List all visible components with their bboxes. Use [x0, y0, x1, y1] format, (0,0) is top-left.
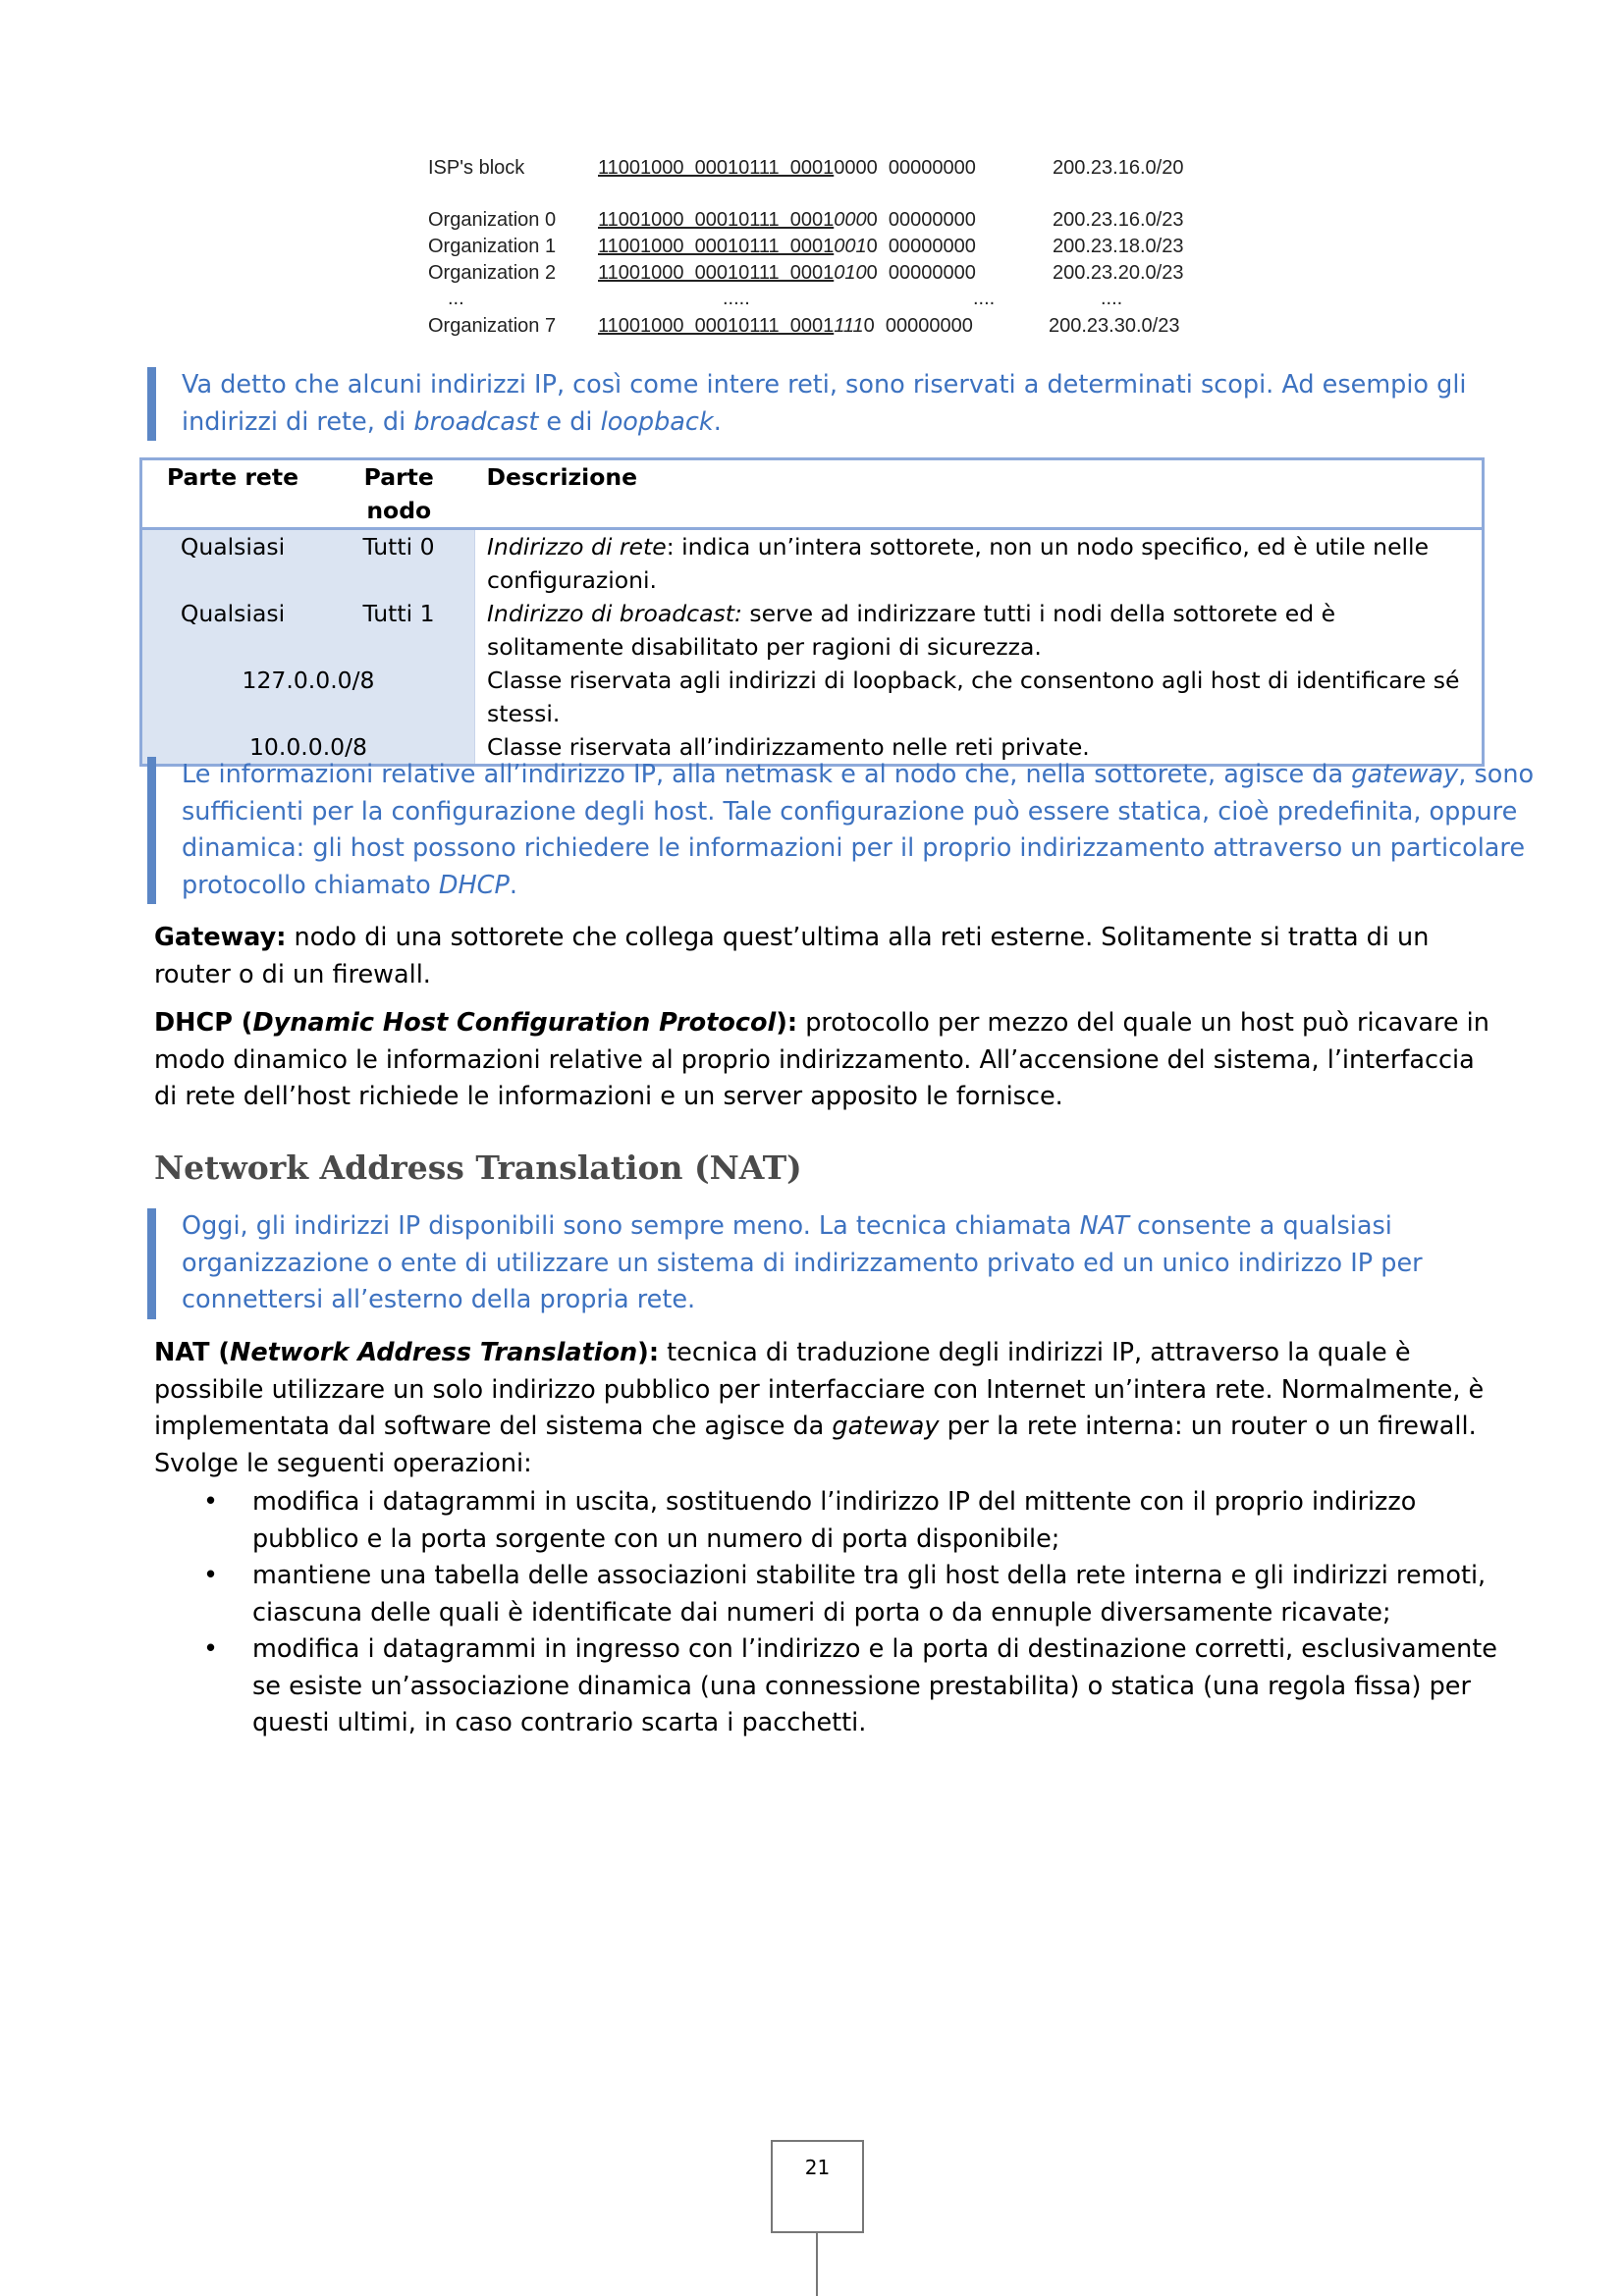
org-binary-rest: 0 00000000 [866, 262, 976, 284]
org-binary-prefix: 11001000 00010111 0001 [598, 262, 835, 284]
page-number-connector [816, 2233, 818, 2296]
definition-term: ): [637, 1338, 660, 1367]
cell-range: 127.0.0.0/8 [141, 664, 475, 730]
isp-binary [598, 157, 976, 180]
note-italic: broadcast [413, 406, 539, 437]
definition-term-italic: Dynamic Host Configuration Protocol [252, 1008, 777, 1038]
org-binary [598, 262, 976, 285]
reserved-addresses-table [139, 457, 1485, 767]
cell-nodo: Tutti 1 [323, 597, 475, 664]
org-binary [598, 209, 976, 232]
desc-italic: Indirizzo di rete [487, 533, 667, 561]
list-item [154, 1558, 1509, 1631]
table-row [141, 664, 1484, 730]
definition-term: Gateway: [154, 923, 287, 952]
page-number: 21 [771, 2140, 864, 2233]
note-text: Le informazioni relative all’indirizzo IP, alla netmask e al nodo che, nella sottorete, agisce da [182, 760, 1352, 789]
isp-network: 200.23.16.0/20 [1053, 157, 1184, 179]
org-binary-subnet: 111 [834, 315, 864, 337]
org-network: 200.23.16.0/23 [1053, 209, 1184, 231]
org-label: Organization 1 [428, 236, 557, 257]
org-binary-rest: 0 00000000 [866, 209, 976, 231]
cell-descrizione: Classe riservata agli indirizzi di loopback, che consentono agli host di identificare sé stessi. [475, 664, 1484, 730]
note-nat [147, 1208, 1537, 1319]
definition-text: nodo di una sottorete che collega quest’ultima alla reti esterne. Solitamente si tratta di un router o di un firewall. [154, 923, 1430, 989]
org-binary-rest: 0 00000000 [866, 236, 976, 257]
list-item [154, 1484, 1509, 1558]
list-item-text: mantiene una tabella delle associazioni stabilite tra gli host della rete interna e gli indirizzi remoti, ciascuna delle quali è identificate dai numeri di porta o da ennuple diversamente ricavate; [252, 1561, 1487, 1628]
ellipsis-network: .... [1101, 288, 1123, 309]
header-parte-rete: Parte rete [141, 459, 324, 529]
bullet-icon: • [203, 1487, 219, 1517]
org-network: 200.23.20.0/23 [1053, 262, 1184, 284]
definition-text: per la rete interna: un router o un firewall. Svolge le seguenti operazioni: [154, 1412, 1477, 1478]
definition-term: DHCP ( [154, 1008, 253, 1038]
org-binary-prefix: 11001000 00010111 0001 [598, 236, 835, 257]
cell-range: 10.0.0.0/8 [141, 730, 475, 766]
table-row [141, 597, 1484, 664]
note-italic: NAT [1079, 1211, 1129, 1241]
note-text: consente a qualsiasi organizzazione o ente di utilizzare un sistema di indirizzamento privato ed un unico indirizzo IP per connettersi all’esterno della propria rete. [182, 1211, 1423, 1314]
note-italic: DHCP [438, 870, 510, 900]
definition-text: protocollo per mezzo del quale un host può ricavare in modo dinamico le informazioni relative al proprio indirizzamento. All’accensione del sistema, l’interfaccia di rete dell’host richiede le informazioni e un server apposito le fornisce. [154, 1008, 1489, 1111]
org-network: 200.23.30.0/23 [1049, 315, 1180, 337]
org-binary-subnet: 001 [834, 236, 867, 257]
org-binary-subnet: 000 [834, 209, 867, 231]
isp-binary-prefix: 11001000 00010111 0001 [598, 157, 835, 179]
ellipsis-binary: ..... [723, 288, 750, 309]
definition-text: tecnica di traduzione degli indirizzi IP, attraverso la quale è possibile utilizzare un solo indirizzo pubblico per interfacciare con Internet un’intera rete. Normalmente, è implementata dal software del sistema che agisce da [154, 1338, 1485, 1441]
bullet-icon: • [203, 1561, 219, 1590]
cell-descrizione [475, 529, 1484, 598]
nat-operations-list [154, 1484, 1509, 1742]
cell-rete: Qualsiasi [141, 529, 324, 598]
header-parte-nodo: Parte nodo [323, 459, 475, 529]
bullet-icon: • [203, 1634, 219, 1664]
org-label: Organization 0 [428, 209, 557, 231]
org-binary [598, 315, 973, 338]
note-italic: loopback [600, 406, 714, 437]
header-descrizione: Descrizione [475, 459, 1484, 529]
cell-descrizione: Classe riservata all’indirizzamento nelle reti private. [475, 730, 1484, 766]
org-binary [598, 236, 976, 258]
definition-italic: gateway [832, 1412, 940, 1441]
note-text: , sono sufficienti per la configurazione degli host. Tale configurazione può essere statica, cioè predefinita, oppure dinamica: gli host possono richiedere le informazioni per il proprio indirizzamento attraverso un particolare protocollo chiamato [182, 760, 1535, 900]
definition-term-italic: Network Address Translation [230, 1338, 638, 1367]
note-text: . [509, 870, 517, 900]
org-binary-prefix: 11001000 00010111 0001 [598, 209, 835, 231]
ellipsis-label: ... [448, 288, 464, 309]
note-italic: gateway [1351, 760, 1459, 789]
isp-label: ISP's block [428, 157, 525, 179]
desc-text: : indica un’intera sottorete, non un nodo specifico, ed è utile nelle configurazioni. [487, 533, 1430, 594]
note-host-configuration [147, 757, 1537, 904]
ellipsis-binary-2: .... [973, 288, 996, 309]
section-heading: Network Address Translation (NAT) [154, 1148, 802, 1187]
definition-term: ): [776, 1008, 798, 1038]
note-text: . [713, 406, 722, 437]
table-header-row [141, 459, 1484, 529]
note-text: Oggi, gli indirizzi IP disponibili sono sempre meno. La tecnica chiamata [182, 1211, 1080, 1241]
list-item-text: modifica i datagrammi in uscita, sostituendo l’indirizzo IP del mittente con il proprio indirizzo pubblico e la porta sorgente con un numero di porta disponibile; [252, 1487, 1417, 1554]
cell-descrizione [475, 597, 1484, 664]
org-binary-subnet: 010 [834, 262, 867, 284]
desc-text: serve ad indirizzare tutti i nodi della sottorete ed è solitamente disabilitato per ragioni di sicurezza. [487, 600, 1336, 661]
org-network: 200.23.18.0/23 [1053, 236, 1184, 257]
list-item [154, 1631, 1509, 1742]
table-row [141, 529, 1484, 598]
org-binary-rest: 0 00000000 [863, 315, 973, 337]
note-text: Va detto che alcuni indirizzi IP, così come intere reti, sono riservati a determinati scopi. Ad esempio gli indirizzi di rete, di [182, 370, 1467, 437]
cell-nodo: Tutti 0 [323, 529, 475, 598]
list-item-text: modifica i datagrammi in ingresso con l’indirizzo e la porta di destinazione corretti, esclusivamente se esiste un’associazione dinamica (una connessione prestabilita) o statica (una regola fissa) per questi ultimi, in caso contrario scarta i pacchetti. [252, 1634, 1497, 1737]
note-text: e di [538, 406, 601, 437]
desc-italic: Indirizzo di broadcast: [487, 600, 742, 627]
org-label: Organization 2 [428, 262, 557, 284]
cell-rete: Qualsiasi [141, 597, 324, 664]
nat-definition [154, 1335, 1499, 1482]
org-label: Organization 7 [428, 315, 557, 337]
note-reserved-addresses [147, 367, 1537, 441]
gateway-definition [154, 920, 1499, 993]
definition-term: NAT ( [154, 1338, 231, 1367]
org-binary-prefix: 11001000 00010111 0001 [598, 315, 835, 337]
isp-binary-rest: 0000 00000000 [834, 157, 976, 179]
dhcp-definition [154, 1005, 1499, 1116]
